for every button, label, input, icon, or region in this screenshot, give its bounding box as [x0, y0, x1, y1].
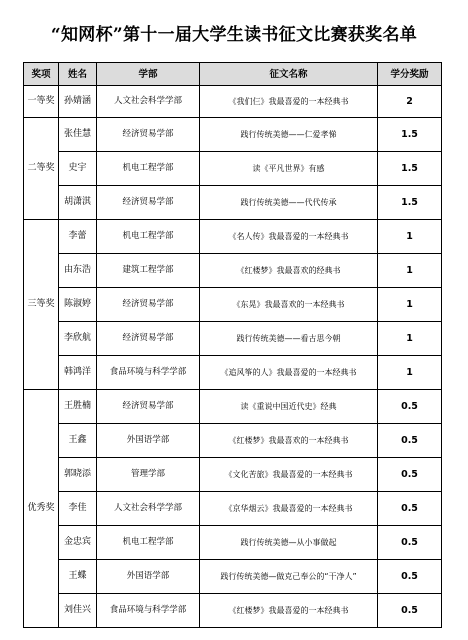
credit-cell: 0.5	[378, 526, 442, 560]
table-row	[24, 152, 442, 186]
name-cell: 孙婧涵	[59, 86, 97, 118]
table-row	[24, 118, 442, 152]
essay-cell: 《追风筝的人》我最喜爱的一本经典书	[200, 356, 378, 390]
prize-cell: 三等奖	[24, 220, 59, 390]
prize-cell: 一等奖	[24, 86, 59, 118]
essay-cell: 读《重说中国近代史》经典	[200, 390, 378, 424]
dept-cell: 食品环境与科学学部	[97, 356, 200, 390]
header-credit: 学分奖励	[378, 63, 442, 86]
name-cell: 由东浩	[59, 254, 97, 288]
credit-cell: 1.5	[378, 152, 442, 186]
essay-cell: 《文化苦旅》我最喜爱的一本经典书	[200, 458, 378, 492]
dept-cell: 经济贸易学部	[97, 186, 200, 220]
table-row	[24, 594, 442, 628]
prize-cell: 优秀奖	[24, 390, 59, 628]
table-row	[24, 186, 442, 220]
name-cell: 韩鸿洋	[59, 356, 97, 390]
credit-cell: 0.5	[378, 560, 442, 594]
table-row	[24, 288, 442, 322]
header-dept: 学部	[97, 63, 200, 86]
name-cell: 李蕾	[59, 220, 97, 254]
table-row	[24, 424, 442, 458]
dept-cell: 管理学部	[97, 458, 200, 492]
name-cell: 史宇	[59, 152, 97, 186]
dept-cell: 经济贸易学部	[97, 390, 200, 424]
essay-cell: 《红楼梦》我最喜欢的经典书	[200, 254, 378, 288]
name-cell: 金忠宾	[59, 526, 97, 560]
essay-cell: 《东晃》我最喜欢的一本经典书	[200, 288, 378, 322]
dept-cell: 人文社会科学学部	[97, 492, 200, 526]
table-row	[24, 492, 442, 526]
prize-cell: 二等奖	[24, 118, 59, 220]
award-table	[23, 62, 442, 628]
header-name: 姓名	[59, 63, 97, 86]
name-cell: 张佳慧	[59, 118, 97, 152]
table-row	[24, 356, 442, 390]
credit-cell: 0.5	[378, 492, 442, 526]
page-title: “知网杯”第十一届大学生读书征文比赛获奖名单	[50, 25, 418, 45]
dept-cell: 外国语学部	[97, 560, 200, 594]
dept-cell: 经济贸易学部	[97, 118, 200, 152]
essay-cell: 读《平凡世界》有感	[200, 152, 378, 186]
credit-cell: 1	[378, 322, 442, 356]
essay-cell: 《红楼梦》我最喜欢的一本经典书	[200, 424, 378, 458]
credit-cell: 1	[378, 288, 442, 322]
dept-cell: 经济贸易学部	[97, 288, 200, 322]
name-cell: 王鑫	[59, 424, 97, 458]
essay-cell: 践行传统美德—从小事做起	[200, 526, 378, 560]
name-cell: 胡潇淇	[59, 186, 97, 220]
dept-cell: 食品环境与科学学部	[97, 594, 200, 628]
name-cell: 陈淑婷	[59, 288, 97, 322]
credit-cell: 0.5	[378, 390, 442, 424]
table-row	[24, 86, 442, 118]
table-row	[24, 220, 442, 254]
credit-cell: 1.5	[378, 118, 442, 152]
dept-cell: 机电工程学部	[97, 526, 200, 560]
name-cell: 李欣航	[59, 322, 97, 356]
credit-cell: 0.5	[378, 424, 442, 458]
table-row	[24, 458, 442, 492]
essay-cell: 《名人传》我最喜爱的一本经典书	[200, 220, 378, 254]
dept-cell: 外国语学部	[97, 424, 200, 458]
table-row	[24, 560, 442, 594]
essay-cell: 践行传统美德——仁爱孝悌	[200, 118, 378, 152]
name-cell: 郭晓添	[59, 458, 97, 492]
essay-cell: 践行传统美德——代代传承	[200, 186, 378, 220]
award-table-body	[24, 86, 442, 628]
dept-cell: 经济贸易学部	[97, 322, 200, 356]
essay-cell: 《京华烟云》我最喜爱的一本经典书	[200, 492, 378, 526]
header-prize: 奖项	[24, 63, 59, 86]
credit-cell: 1	[378, 254, 442, 288]
essay-cell: 践行传统美德——看古思今朝	[200, 322, 378, 356]
table-row	[24, 254, 442, 288]
dept-cell: 机电工程学部	[97, 220, 200, 254]
table-row	[24, 390, 442, 424]
credit-cell: 1.5	[378, 186, 442, 220]
essay-cell: 践行传统美德—做克己奉公的“干净人”	[200, 560, 378, 594]
table-row	[24, 322, 442, 356]
dept-cell: 人文社会科学学部	[97, 86, 200, 118]
name-cell: 李佳	[59, 492, 97, 526]
credit-cell: 0.5	[378, 458, 442, 492]
dept-cell: 机电工程学部	[97, 152, 200, 186]
dept-cell: 建筑工程学部	[97, 254, 200, 288]
credit-cell: 1	[378, 356, 442, 390]
table-row	[24, 526, 442, 560]
name-cell: 王蝶	[59, 560, 97, 594]
essay-cell: 《我们仨》我最喜爱的一本经典书	[200, 86, 378, 118]
name-cell: 王胜楠	[59, 390, 97, 424]
essay-cell: 《红楼梦》我最喜爱的一本经典书	[200, 594, 378, 628]
name-cell: 刘佳兴	[59, 594, 97, 628]
credit-cell: 2	[378, 86, 442, 118]
credit-cell: 0.5	[378, 594, 442, 628]
table-header-row	[24, 63, 442, 86]
header-essay: 征文名称	[200, 63, 378, 86]
credit-cell: 1	[378, 220, 442, 254]
